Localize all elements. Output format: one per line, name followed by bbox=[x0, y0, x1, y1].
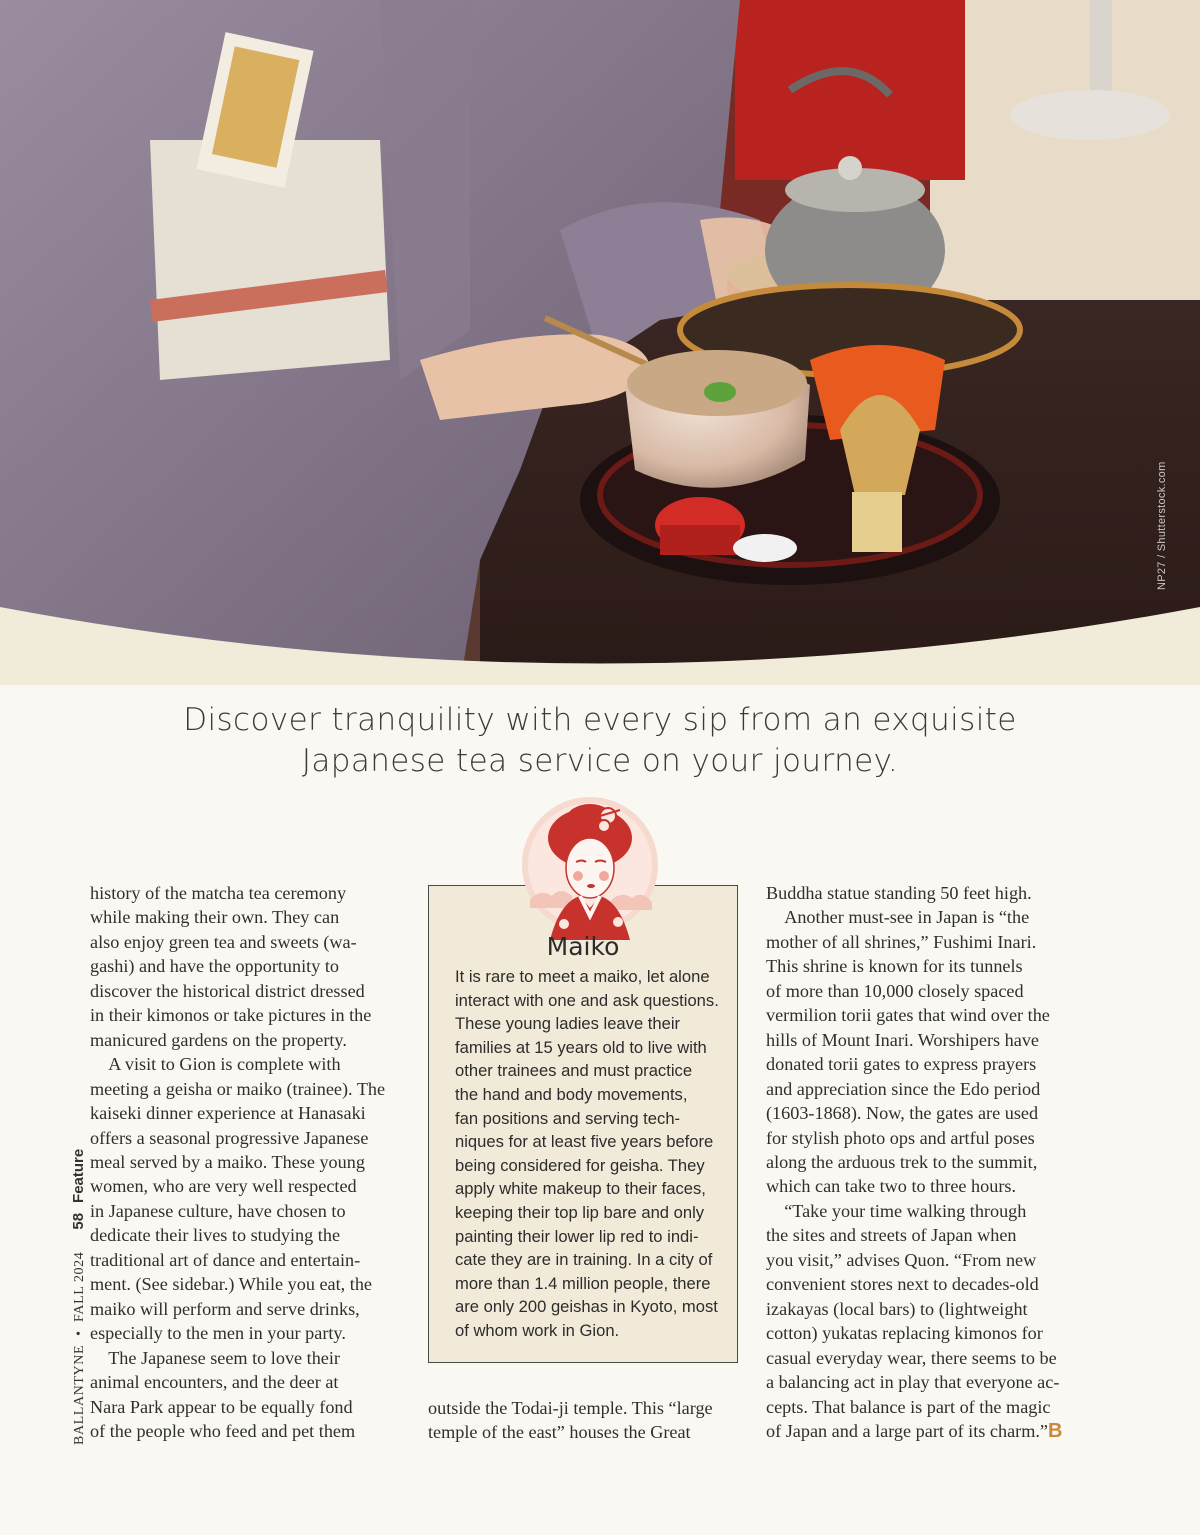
sidebar-text-line: interact with one and ask questions. bbox=[455, 990, 719, 1010]
publication-name: BALLANTYNE bbox=[72, 1344, 87, 1445]
folio bbox=[70, 1149, 88, 1445]
body-text-line: mother of all shrines,” Fushimi Inari. bbox=[766, 931, 1037, 952]
body-text-line: offers a seasonal progressive Japanese bbox=[90, 1127, 369, 1148]
body-text-line: vermilion torii gates that wind over the bbox=[766, 1005, 1050, 1026]
page-number: 58 bbox=[70, 1212, 87, 1230]
article-column-2 bbox=[428, 1396, 738, 1445]
pull-quote bbox=[100, 700, 1100, 782]
body-text-line: in Japanese culture, have chosen to bbox=[90, 1200, 346, 1221]
body-text-line: ment. (See sidebar.) While you eat, the bbox=[90, 1274, 372, 1295]
body-text-line: history of the matcha tea ceremony bbox=[90, 883, 347, 903]
sidebar-text-line: families at 15 years old to live with bbox=[455, 1037, 707, 1057]
body-text-line: cotton) yukatas replacing kimonos for bbox=[766, 1323, 1043, 1344]
body-text-line: kaiseki dinner experience at Hanasaki bbox=[90, 1103, 366, 1124]
sidebar-text-line: being considered for geisha. They bbox=[455, 1155, 705, 1175]
body-text-line: Another must-see in Japan is “the bbox=[766, 907, 1030, 928]
body-text-line: animal encounters, and the deer at bbox=[90, 1372, 339, 1393]
body-text-line: the sites and streets of Japan when bbox=[766, 1225, 1017, 1246]
hero-photo bbox=[0, 0, 1200, 685]
maiko-illustration bbox=[520, 790, 660, 940]
body-text-line: A visit to Gion is complete with bbox=[90, 1054, 341, 1075]
body-text-line: in their kimonos or take pictures in the bbox=[90, 1005, 372, 1026]
body-text-line: casual everyday wear, there seems to be bbox=[766, 1347, 1057, 1368]
body-text-line: outside the Todai-ji temple. This “large bbox=[428, 1398, 713, 1418]
body-text-line: discover the historical district dressed bbox=[90, 980, 365, 1001]
body-text-line: convenient stores next to decades-old bbox=[766, 1274, 1039, 1295]
sidebar-text-line: cate they are in training. In a city of bbox=[455, 1250, 713, 1270]
body-text-line: meal served by a maiko. These young bbox=[90, 1151, 365, 1172]
body-text-line: of the people who feed and pet them bbox=[90, 1420, 356, 1441]
body-text-line bbox=[766, 1419, 1086, 1443]
body-text-line: cepts. That balance is part of the magic bbox=[766, 1396, 1051, 1417]
body-text-line: maiko will perform and serve drinks, bbox=[90, 1298, 360, 1319]
sidebar-text-line: of whom work in Gion. bbox=[455, 1320, 620, 1340]
body-text-line: (1603-1868). Now, the gates are used bbox=[766, 1103, 1039, 1124]
sidebar-text-line: niques for at least five years before bbox=[455, 1132, 714, 1152]
pull-quote-line: Japanese tea service on your journey. bbox=[301, 743, 899, 779]
body-text-line: gashi) and have the opportunity to bbox=[90, 956, 340, 977]
section-label: Feature bbox=[70, 1148, 87, 1203]
body-text-line: donated torii gates to express prayers bbox=[766, 1054, 1037, 1075]
body-text-line: meeting a geisha or maiko (trainee). The bbox=[90, 1078, 386, 1099]
body-text-line: of more than 10,000 closely spaced bbox=[766, 980, 1024, 1001]
body-text-line: which can take two to three hours. bbox=[766, 1176, 1016, 1197]
sidebar-text-line: These young ladies leave their bbox=[455, 1014, 681, 1034]
sidebar-text-line: It is rare to meet a maiko, let alone bbox=[455, 967, 710, 986]
sidebar-body bbox=[455, 965, 725, 1343]
issue-date: FALL 2024 bbox=[72, 1251, 87, 1322]
closing-line-text: of Japan and a large part of its charm.” bbox=[766, 1420, 1048, 1441]
sidebar-text-line: are only 200 geishas in Kyoto, most bbox=[455, 1297, 718, 1317]
sidebar-text-line: fan positions and serving tech- bbox=[455, 1108, 681, 1128]
body-text-line: for stylish photo ops and artful poses bbox=[766, 1127, 1035, 1148]
body-text-line: temple of the east” houses the Great bbox=[428, 1422, 691, 1443]
sidebar-text-line: more than 1.4 million people, there bbox=[455, 1273, 711, 1293]
body-text-line: This shrine is known for its tunnels bbox=[766, 956, 1023, 977]
article-column-1 bbox=[90, 881, 410, 1443]
body-text-line: dedicate their lives to studying the bbox=[90, 1225, 341, 1246]
body-text-line: along the arduous trek to the summit, bbox=[766, 1151, 1038, 1172]
end-mark-icon: B bbox=[1047, 1419, 1063, 1442]
sidebar-text-line: keeping their top lip bare and only bbox=[455, 1202, 705, 1222]
body-text-line: hills of Mount Inari. Worshipers have bbox=[766, 1029, 1039, 1050]
body-text-line: also enjoy green tea and sweets (wa- bbox=[90, 931, 357, 952]
sidebar-text-line: the hand and body movements, bbox=[455, 1084, 688, 1104]
body-text-line: you visit,” advises Quon. “From new bbox=[766, 1249, 1037, 1270]
sidebar-text-line: apply white makeup to their faces, bbox=[455, 1179, 706, 1199]
body-text-line: traditional art of dance and entertain- bbox=[90, 1249, 361, 1270]
body-text-line: The Japanese seem to love their bbox=[90, 1347, 340, 1368]
body-text-line: a balancing act in play that everyone ac- bbox=[766, 1372, 1060, 1393]
body-text-line: “Take your time walking through bbox=[766, 1200, 1027, 1221]
article-column-3 bbox=[766, 881, 1086, 1443]
sidebar-text-line: other trainees and must practice bbox=[455, 1061, 693, 1081]
body-text-line: and appreciation since the Edo period bbox=[766, 1078, 1041, 1099]
photo-credit: NP27 / Shutterstock.com bbox=[1156, 461, 1168, 590]
folio-separator: • bbox=[72, 1330, 87, 1336]
body-text-line: manicured gardens on the property. bbox=[90, 1029, 347, 1050]
body-text-line: Buddha statue standing 50 feet high. bbox=[766, 883, 1032, 903]
sidebar-text-line: painting their lower lip red to indi- bbox=[455, 1226, 699, 1246]
sidebar-title: Maiko bbox=[546, 932, 620, 961]
body-text-line: while making their own. They can bbox=[90, 907, 340, 928]
body-text-line: especially to the men in your party. bbox=[90, 1323, 346, 1344]
body-text-line: Nara Park appear to be equally fond bbox=[90, 1396, 353, 1417]
body-text-line: izakayas (local bars) to (lightweight bbox=[766, 1298, 1028, 1319]
body-text-line: women, who are very well respected bbox=[90, 1176, 357, 1197]
pull-quote-line: Discover tranquility with every sip from an exquisite bbox=[183, 702, 1017, 738]
